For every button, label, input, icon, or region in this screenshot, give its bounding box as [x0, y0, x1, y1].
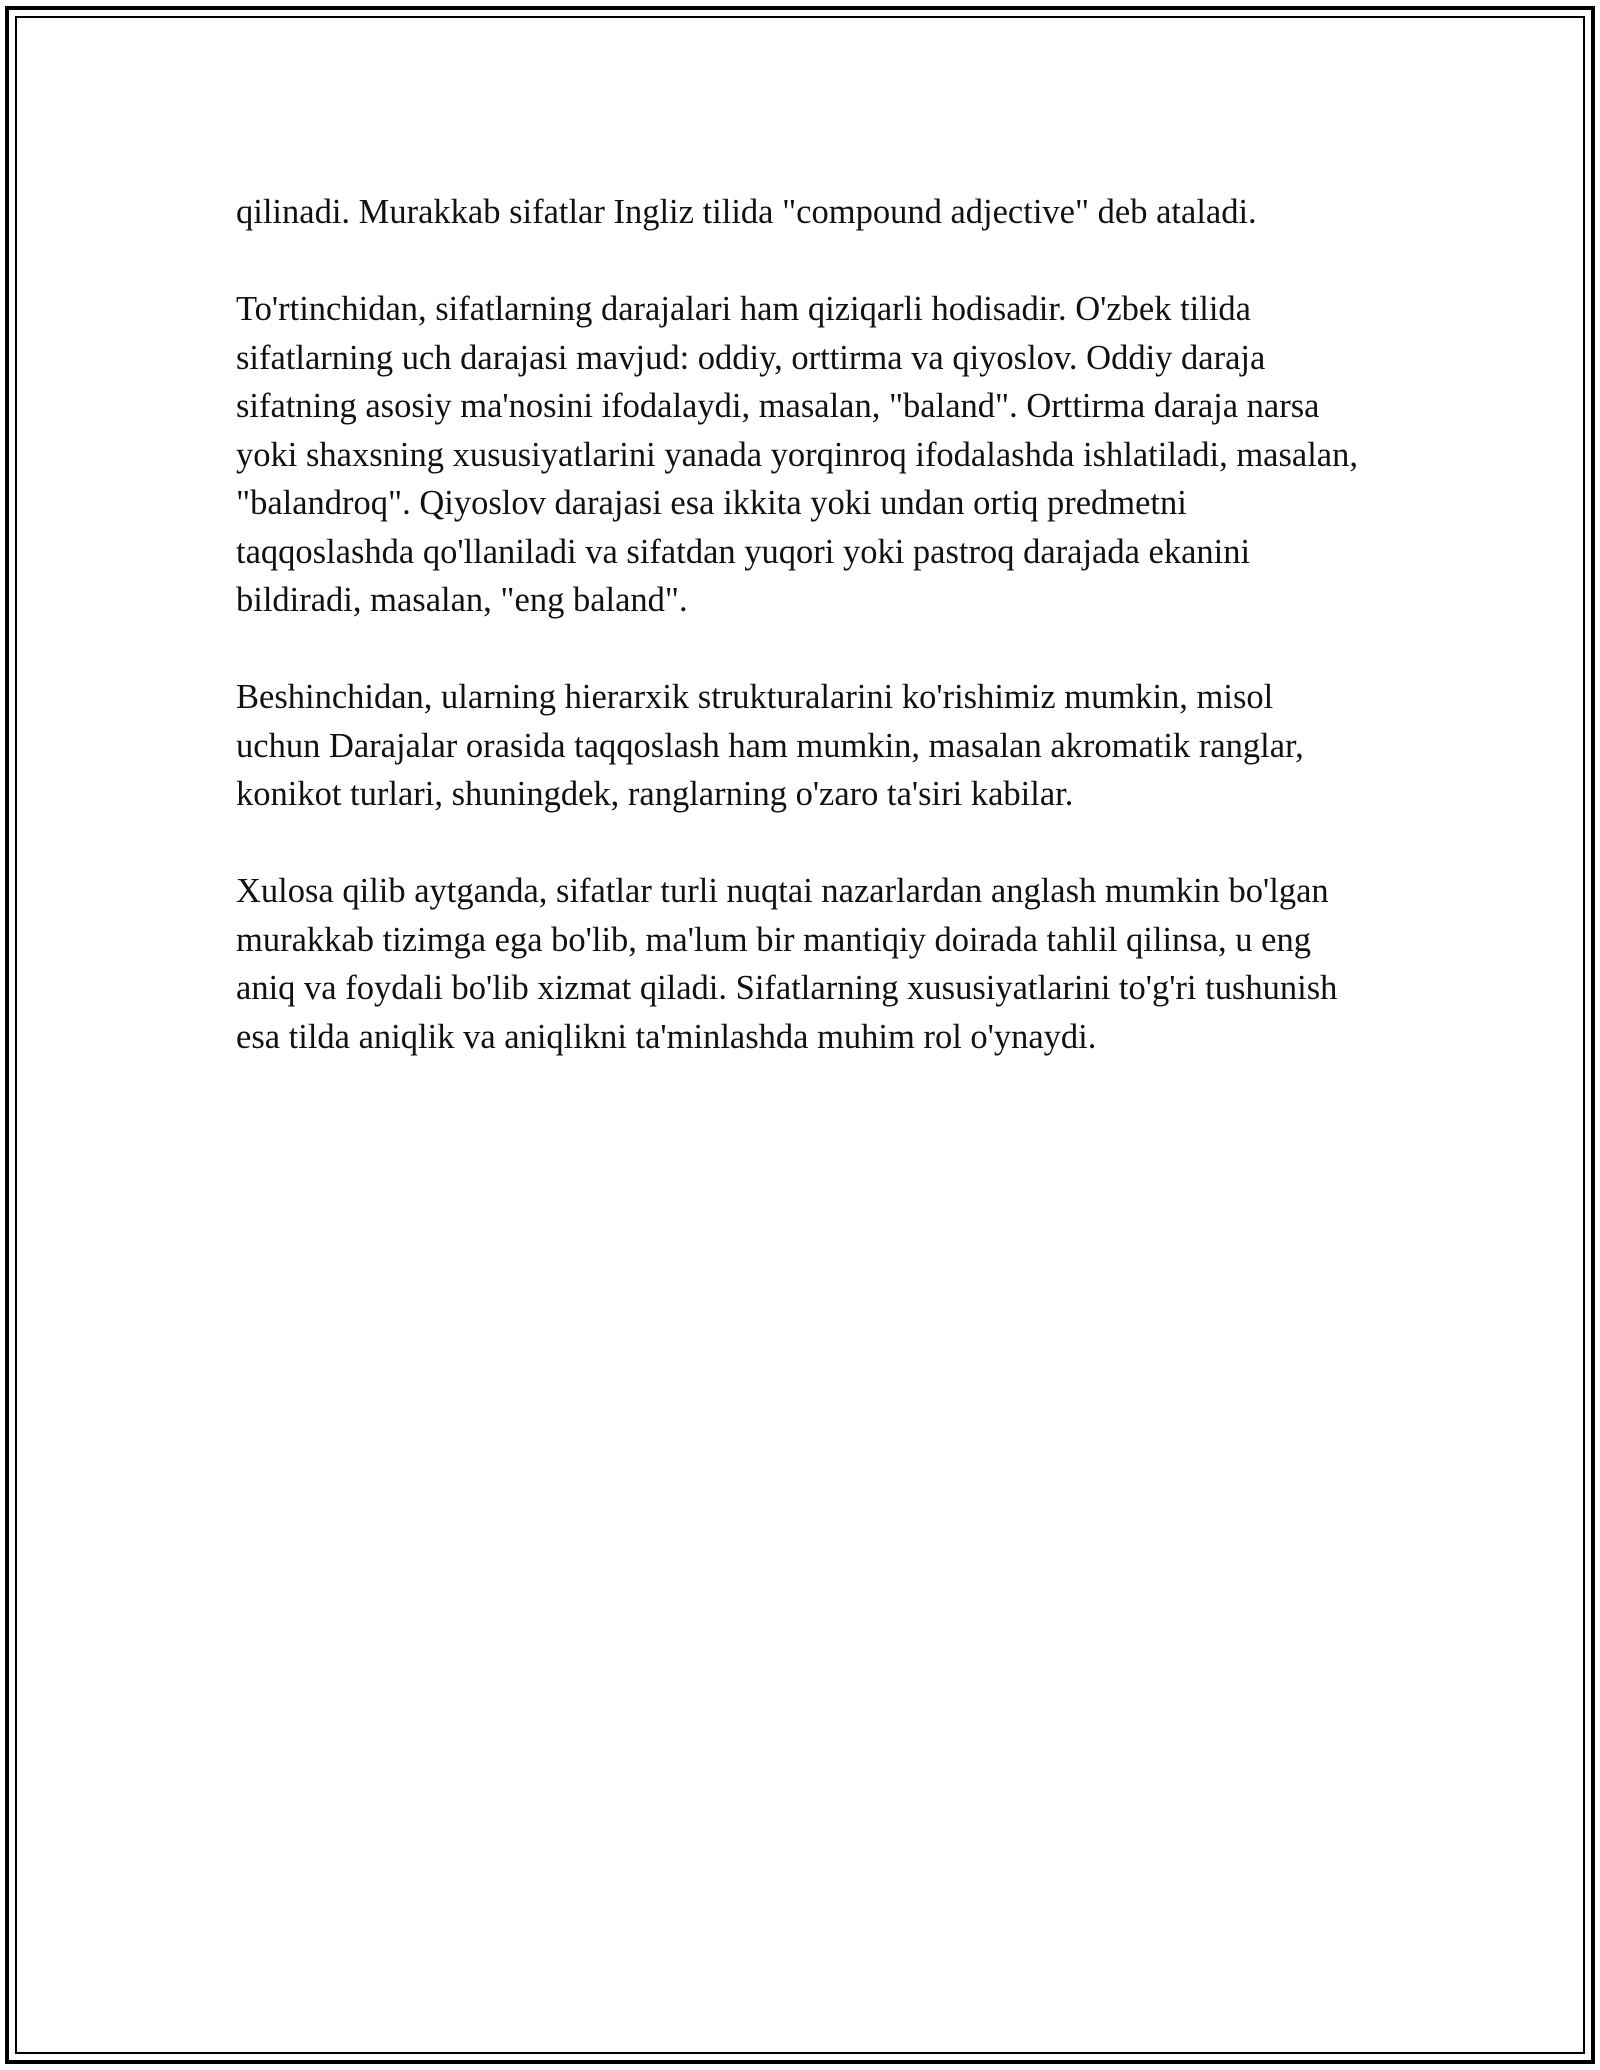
paragraph-conclusion: Xulosa qilib aytganda, sifatlar turli nuqtai nazarlardan anglash mumkin bo'lgan murakkab tizimga ega bo'lib, ma'lum bir mantiqiy doirada tahlil qilinsa, u eng aniq va foydali bo'lib xizmat qiladi. Sifatlarning xususiyatlarini to'g'ri tushunish esa tilda aniqlik va aniqlikni ta'minlashda muhim rol o'ynaydi.: [236, 872, 1338, 1056]
paragraph-hierarchy: Beshinchidan, ularning hierarxik strukturalarini ko'rishimiz mumkin, misol uchun Darajalar orasida taqqoslash ham mumkin, masalan akromatik ranglar, konikot turlari, shuningdek, ranglarning o'zaro ta'siri kabilar.: [236, 678, 1304, 813]
paragraph-degrees: To'rtinchidan, sifatlarning darajalari ham qiziqarli hodisadir. O'zbek tilida sifatlarning uch darajasi mavjud: oddiy, orttirma va qiyoslov. Oddiy daraja sifatning asosiy ma'nosini ifodalaydi, masalan, "baland". Orttirma daraja narsa yoki shaxsning xususiyatlarini yanada yorqinroq ifodalashda ishlatiladi, masalan, "balandroq". Qiyoslov darajasi esa ikkita yoki undan ortiq predmetni taqqoslashda qo'llaniladi va sifatdan yuqori yoki pastroq darajada ekanini bildiradi, masalan, "eng baland".: [236, 290, 1358, 619]
paragraph-continuation: qilinadi. Murakkab sifatlar Ingliz tilida "compound adjective" deb ataladi.: [236, 193, 1257, 231]
document-body: [236, 188, 1366, 1110]
